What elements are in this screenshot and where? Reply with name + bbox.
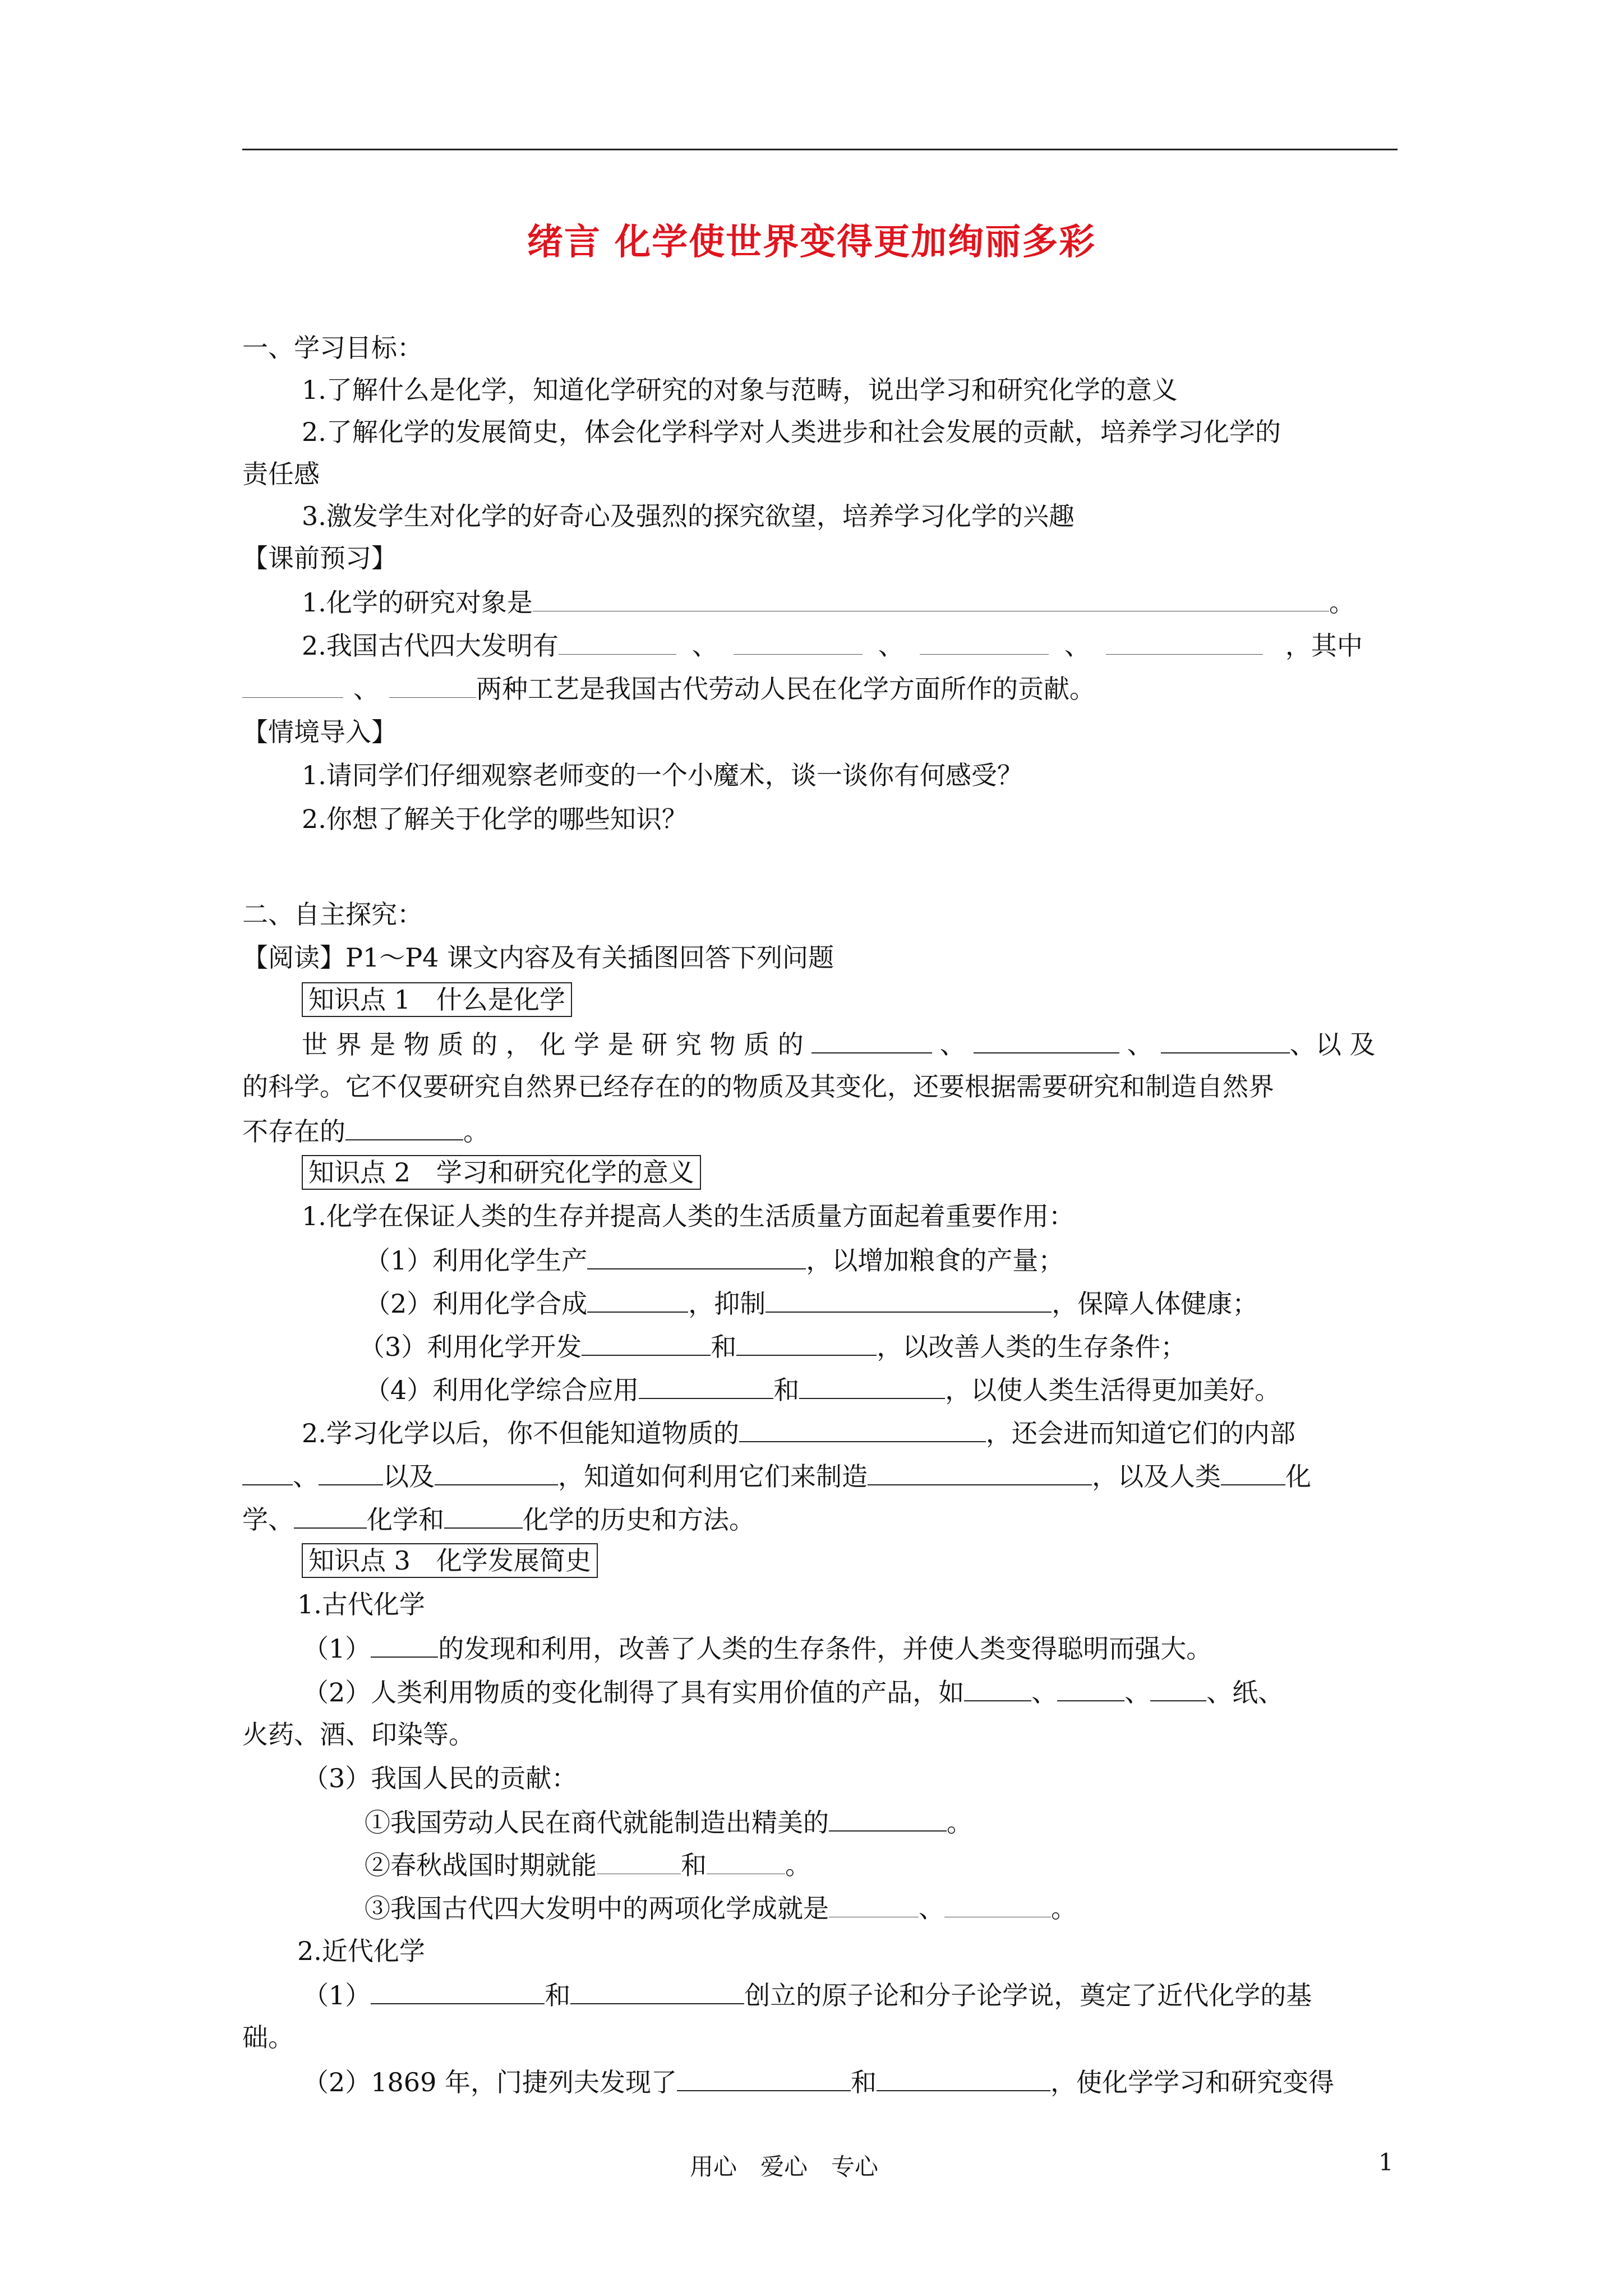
kp3-text: 。 bbox=[1051, 1893, 1077, 1924]
separator: 、 bbox=[1031, 1677, 1058, 1708]
kp2-text: ，还会进而知道它们的内部 bbox=[985, 1418, 1295, 1448]
reading-instruction: 【阅读】P1～P4 课文内容及有关插图回答下列问题 bbox=[242, 942, 834, 973]
answer-blank[interactable] bbox=[559, 628, 676, 655]
kp2-text: ，以改善人类的生存条件； bbox=[877, 1332, 1187, 1362]
kp3-ancient-3a bbox=[365, 1805, 972, 1839]
kp2-text: 化学和 bbox=[367, 1504, 444, 1535]
preview-q2-text: 2.我国古代四大发明有 bbox=[302, 631, 559, 661]
kp2-text: ，以及人类 bbox=[1092, 1461, 1221, 1492]
answer-blank[interactable] bbox=[707, 1848, 785, 1874]
kp3-text: 的发现和利用，改善了人类的生存条件，并使人类变得聪明而强大。 bbox=[438, 1634, 1212, 1664]
kp2-text: （4）利用化学综合应用 bbox=[365, 1375, 639, 1405]
kp2-text: 和 bbox=[773, 1375, 800, 1405]
kp3-text: ②春秋战国时期就能 bbox=[365, 1850, 597, 1880]
kp2-item-4 bbox=[365, 1372, 1280, 1407]
kp3-text: 、纸、 bbox=[1206, 1677, 1284, 1708]
goal-2: 2.了解化学的发展简史，体会化学科学对人类进步和社会发展的贡献，培养学习化学的 bbox=[302, 417, 1281, 447]
answer-blank[interactable] bbox=[868, 1458, 1092, 1485]
kp3-modern-1-cont: 础。 bbox=[242, 2022, 294, 2053]
answer-blank[interactable] bbox=[766, 1286, 1052, 1313]
kp2-text: ，以使人类生活得更加美好。 bbox=[945, 1375, 1281, 1405]
kp2-text: （3）利用化学开发 bbox=[359, 1332, 582, 1362]
kp2-text: 学、 bbox=[242, 1504, 294, 1535]
kp2-item-2 bbox=[365, 1286, 1258, 1320]
kp3-text: 和 bbox=[681, 1850, 707, 1880]
kp1-line-1 bbox=[302, 1027, 1375, 1061]
answer-blank[interactable] bbox=[1057, 1674, 1124, 1701]
preview-q2-cont-text: 两种工艺是我国古代劳动人民在化学方面所作的贡献。 bbox=[476, 674, 1095, 704]
kp3-ancient-2 bbox=[303, 1674, 1284, 1709]
separator: 、 bbox=[1064, 631, 1090, 661]
header-rule bbox=[242, 149, 1398, 150]
kp2-line-4 bbox=[242, 1502, 755, 1536]
kp3-ancient-heading: 1.古代化学 bbox=[297, 1589, 425, 1619]
kp3-text: （2）人类利用物质的变化制得了具有实用价值的产品，如 bbox=[303, 1677, 965, 1708]
kp3-text: ①我国劳动人民在商代就能制造出精美的 bbox=[365, 1807, 829, 1838]
answer-blank[interactable] bbox=[371, 1977, 545, 2004]
kp3-ancient-1 bbox=[303, 1631, 1212, 1665]
page-title: 绪言 化学使世界变得更加绚丽多彩 bbox=[527, 221, 1096, 263]
kp3-text: 。 bbox=[947, 1807, 972, 1838]
kp3-text: 和 bbox=[850, 2067, 877, 2097]
kp2-text: 、 bbox=[293, 1461, 319, 1492]
goal-3: 3.激发学生对化学的好奇心及强烈的探究欲望，培养学习化学的兴趣 bbox=[302, 501, 1075, 531]
answer-blank[interactable] bbox=[371, 1631, 438, 1658]
kp3-text: ，使化学学习和研究变得 bbox=[1050, 2067, 1334, 2097]
answer-blank[interactable] bbox=[974, 1027, 1119, 1053]
separator: 、 bbox=[691, 631, 718, 661]
kp2-item-1 bbox=[365, 1243, 1064, 1277]
answer-blank[interactable] bbox=[920, 628, 1049, 655]
footer-motto: 用心 爱心 专心 bbox=[690, 2153, 879, 2180]
answer-blank[interactable] bbox=[799, 1372, 945, 1399]
kp2-text: （1）利用化学生产 bbox=[365, 1245, 588, 1276]
separator: 、 bbox=[1124, 1677, 1151, 1708]
kp3-text: 、 bbox=[919, 1893, 944, 1924]
preview-q1-end: 。 bbox=[1329, 587, 1355, 618]
answer-blank[interactable] bbox=[739, 1415, 986, 1442]
kp2-line-2 bbox=[302, 1415, 1295, 1450]
goal-1: 1.了解什么是化学，知道化学研究的对象与范畴，说出学习和研究化学的意义 bbox=[302, 375, 1178, 405]
preview-q2-end: ，其中 bbox=[1285, 631, 1363, 661]
kp2-text: （2）利用化学合成 bbox=[365, 1289, 588, 1319]
kp3-ancient-3b bbox=[365, 1848, 811, 1882]
kp3-text: 。 bbox=[785, 1850, 811, 1880]
kp3-ancient-3c bbox=[365, 1891, 1077, 1925]
answer-blank[interactable] bbox=[877, 2064, 1050, 2091]
answer-blank[interactable] bbox=[242, 671, 343, 698]
answer-blank[interactable] bbox=[964, 1674, 1031, 1701]
section-heading-explore: 二、自主探究： bbox=[242, 899, 423, 930]
kp3-text: 和 bbox=[545, 1980, 571, 2010]
answer-blank[interactable] bbox=[570, 1977, 744, 2004]
answer-blank[interactable] bbox=[444, 1502, 523, 1529]
answer-blank[interactable] bbox=[677, 2064, 851, 2091]
kp2-line-3 bbox=[242, 1458, 1311, 1493]
knowledge-point-3-box: 知识点 3 化学发展简史 bbox=[302, 1543, 598, 1578]
preview-heading: 【课前预习】 bbox=[242, 543, 397, 573]
answer-blank[interactable] bbox=[1221, 1458, 1285, 1485]
kp2-text: ，抑制 bbox=[688, 1289, 766, 1319]
kp1-line-3 bbox=[242, 1114, 489, 1148]
answer-blank[interactable] bbox=[319, 1458, 383, 1485]
intro-heading: 【情境导入】 bbox=[242, 717, 397, 747]
kp3-modern-1 bbox=[303, 1977, 1312, 2012]
answer-blank[interactable] bbox=[389, 671, 476, 698]
intro-q2: 2.你想了解关于化学的哪些知识？ bbox=[302, 804, 688, 834]
kp2-text: 化学的历史和方法。 bbox=[523, 1504, 755, 1535]
answer-blank[interactable] bbox=[639, 1372, 773, 1399]
kp1-end: 。 bbox=[463, 1116, 489, 1147]
answer-blank[interactable] bbox=[1106, 628, 1263, 655]
kp3-ancient-3: （3）我国人民的贡献： bbox=[303, 1763, 578, 1793]
kp3-text: （1） bbox=[303, 1980, 371, 2010]
answer-blank[interactable] bbox=[587, 1243, 806, 1269]
kp1-line-2: 的科学。它不仅要研究自然界已经存在的的物质及其变化，还要根据需要研究和制造自然界 bbox=[242, 1071, 1274, 1102]
answer-blank[interactable] bbox=[829, 1805, 947, 1832]
answer-blank[interactable] bbox=[811, 1027, 932, 1053]
kp1-text: 世 界 是 物 质 的 ， 化 学 是 研 究 物 质 的 bbox=[302, 1029, 804, 1060]
kp2-text: 以及 bbox=[383, 1461, 435, 1492]
kp3-text: ③我国古代四大发明中的两项化学成就是 bbox=[365, 1893, 829, 1924]
separator: 、 bbox=[878, 631, 904, 661]
section-heading-goals: 一、学习目标： bbox=[242, 333, 423, 363]
answer-blank[interactable] bbox=[533, 585, 1329, 611]
preview-q1 bbox=[302, 585, 1355, 619]
answer-blank[interactable] bbox=[435, 1458, 558, 1485]
kp3-ancient-2-cont: 火药、酒、印染等。 bbox=[242, 1719, 474, 1750]
kp2-text: 和 bbox=[711, 1332, 737, 1362]
answer-blank[interactable] bbox=[242, 1458, 293, 1485]
answer-blank[interactable] bbox=[1161, 1027, 1290, 1053]
kp2-line-1: 1.化学在保证人类的生存并提高人类的生活质量方面起着重要作用： bbox=[302, 1201, 1075, 1231]
knowledge-point-2-box: 知识点 2 学习和研究化学的意义 bbox=[302, 1155, 701, 1190]
intro-q1: 1.请同学们仔细观察老师变的一个小魔术，谈一谈你有何感受？ bbox=[302, 760, 1023, 790]
answer-blank[interactable] bbox=[294, 1502, 367, 1529]
separator: 、 bbox=[939, 1029, 966, 1060]
kp3-text: （2）1869 年，门捷列夫发现了 bbox=[303, 2067, 677, 2097]
kp3-modern-heading: 2.近代化学 bbox=[297, 1936, 425, 1966]
answer-blank[interactable] bbox=[597, 1848, 681, 1874]
kp1-text: 不存在的 bbox=[242, 1116, 345, 1147]
kp3-text: （1） bbox=[303, 1634, 371, 1664]
answer-blank[interactable] bbox=[345, 1114, 463, 1140]
preview-q2 bbox=[302, 628, 1363, 662]
kp1-text-end: 、以 及 bbox=[1289, 1029, 1376, 1060]
kp3-modern-2 bbox=[303, 2064, 1334, 2099]
answer-blank[interactable] bbox=[582, 1329, 711, 1356]
goal-2-cont: 责任感 bbox=[242, 459, 320, 489]
answer-blank[interactable] bbox=[736, 1329, 877, 1356]
kp2-text: ，知道如何利用它们来制造 bbox=[558, 1461, 868, 1492]
answer-blank[interactable] bbox=[734, 628, 863, 655]
knowledge-point-2 bbox=[302, 1156, 701, 1189]
kp2-text: 2.学习化学以后，你不但能知道物质的 bbox=[302, 1418, 739, 1448]
kp3-text: 创立的原子论和分子论学说，奠定了近代化学的基 bbox=[744, 1980, 1312, 2010]
answer-blank[interactable] bbox=[829, 1891, 919, 1917]
kp2-item-3 bbox=[359, 1329, 1186, 1364]
knowledge-point-1 bbox=[302, 983, 572, 1016]
answer-blank[interactable] bbox=[1150, 1674, 1206, 1701]
preview-q2-cont bbox=[242, 671, 1095, 706]
separator: 、 bbox=[353, 674, 379, 704]
kp2-text: 化 bbox=[1285, 1461, 1311, 1492]
knowledge-point-1-box: 知识点 1 什么是化学 bbox=[302, 982, 572, 1017]
answer-blank[interactable] bbox=[587, 1286, 688, 1313]
kp2-text: ，以增加粮食的产量； bbox=[806, 1245, 1064, 1276]
knowledge-point-3 bbox=[302, 1544, 598, 1577]
page-number: 1 bbox=[1378, 2148, 1394, 2176]
kp2-text: ，保障人体健康； bbox=[1052, 1289, 1258, 1319]
preview-q1-text: 1.化学的研究对象是 bbox=[302, 587, 533, 618]
separator: 、 bbox=[1127, 1029, 1153, 1060]
answer-blank[interactable] bbox=[944, 1891, 1051, 1917]
